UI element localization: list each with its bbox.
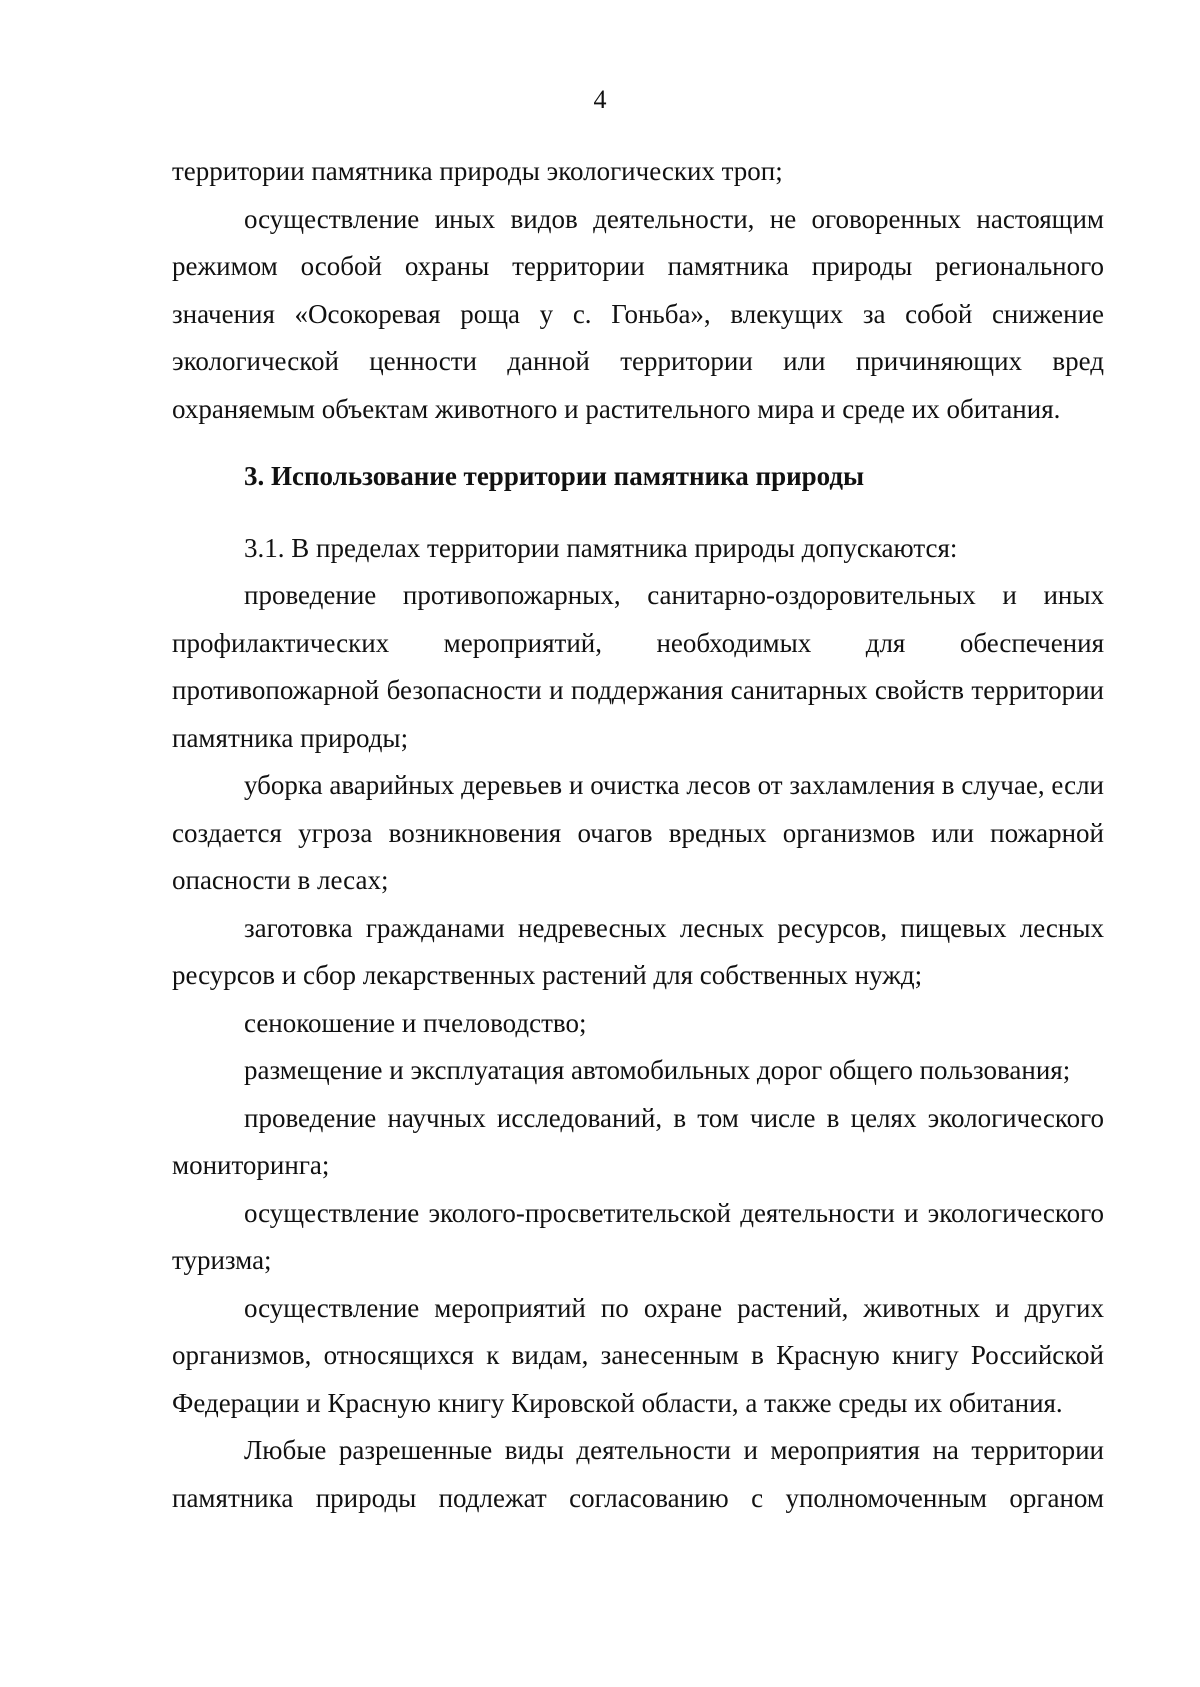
paragraph: осуществление иных видов деятельности, не оговоренных настоящим режимом особой охраны территории памятника природы регионального значения «Осокоревая роща у с. Гоньба», влекущих за собой снижение экологической ценности данной территории или причиняющих вред охраняемым объектам животного и растительного мира и среде их обитания. bbox=[172, 203, 1104, 424]
paragraph: заготовка гражданами недревесных лесных ресурсов, пищевых лесных ресурсов и сбор лекарственных растений для собственных нужд; bbox=[172, 912, 1104, 990]
paragraph: осуществление эколого-просветительской деятельности и экологического туризма; bbox=[172, 1197, 1104, 1275]
paragraph: размещение и эксплуатация автомобильных дорог общего пользования; bbox=[244, 1055, 1071, 1085]
paragraph: проведение противопожарных, санитарно-оздоровительных и иных профилактических мероприятий, необходимых для обеспечения противопожарной безопасности и поддержания санитарных свойств территории памятника природы; bbox=[172, 580, 1104, 753]
paragraph: Любые разрешенные виды деятельности и мероприятия на территории памятника природы подлежат согласованию с уполномоченным органом bbox=[172, 1435, 1104, 1513]
section-heading: 3. Использование территории памятника природы bbox=[244, 461, 865, 491]
page-number: 4 bbox=[593, 85, 607, 114]
paragraph: территории памятника природы экологических троп; bbox=[172, 156, 783, 186]
paragraph: проведение научных исследований, в том числе в целях экологического мониторинга; bbox=[172, 1102, 1104, 1180]
paragraph: 3.1. В пределах территории памятника природы допускаются: bbox=[244, 532, 958, 563]
paragraph: сенокошение и пчеловодство; bbox=[244, 1007, 587, 1038]
paragraph: уборка аварийных деревьев и очистка лесов от захламления в случае, если создается угроза возникновения очагов вредных организмов или пожарной опасности в лесах; bbox=[172, 770, 1104, 895]
document-body bbox=[172, 148, 1104, 1522]
paragraph: осуществление мероприятий по охране растений, животных и других организмов, относящихся к видам, занесенным в Красную книгу Российской Федерации и Красную книгу Кировской области, а также среды их обитания. bbox=[172, 1292, 1104, 1418]
